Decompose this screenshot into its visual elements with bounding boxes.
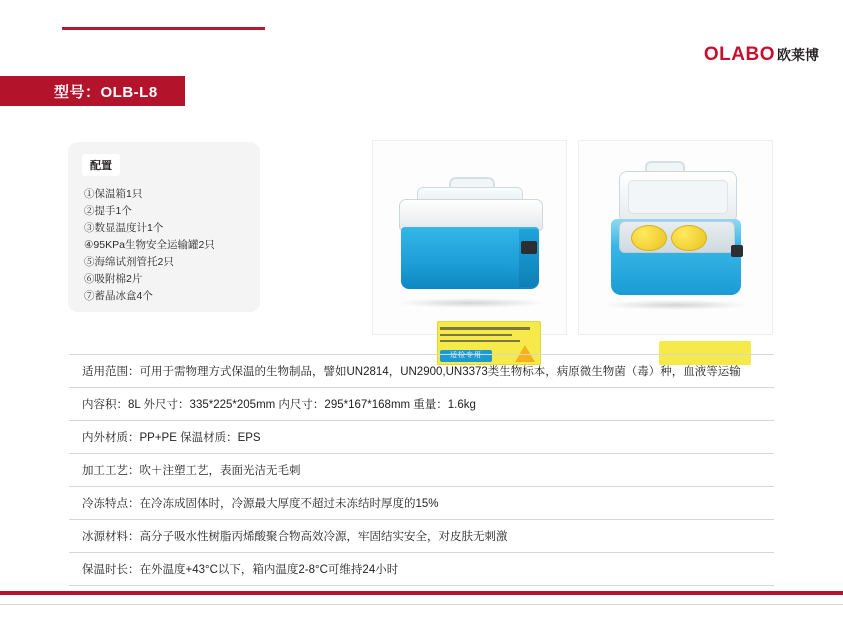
list-item: ⑦蓄晶冰盒4个 bbox=[84, 290, 153, 302]
list-item: ⑥吸附棉2片 bbox=[84, 273, 143, 285]
top-accent-rule bbox=[62, 27, 265, 30]
label-text-line bbox=[440, 334, 512, 336]
list-item: ②提手1个 bbox=[84, 205, 132, 217]
table-row bbox=[69, 454, 774, 487]
list-item: ④95KPa生物安全运输罐2只 bbox=[84, 239, 215, 251]
footer-accent-rule bbox=[0, 591, 843, 595]
table-row bbox=[69, 388, 774, 421]
ice-pack-icon bbox=[631, 225, 667, 251]
table-row bbox=[69, 487, 774, 520]
label-text-line bbox=[440, 340, 520, 342]
spec-text: 加工工艺：吹＋注塑工艺，表面光洁无毛刺 bbox=[82, 465, 301, 477]
model-banner bbox=[0, 76, 185, 106]
product-shadow bbox=[603, 300, 749, 310]
ice-pack-icon bbox=[671, 225, 707, 251]
product-shadow bbox=[395, 298, 547, 308]
brand-name-latin: OLABO bbox=[703, 44, 775, 65]
specification-table bbox=[69, 354, 774, 586]
cooler-lid-open bbox=[619, 171, 737, 223]
spec-text: 内容积：8L 外尺寸：335*225*205mm 内尺寸：295*167*168mm 重量：1.6kg bbox=[82, 399, 476, 411]
brand-logo bbox=[704, 44, 819, 66]
list-item: ⑤海绵试剂管托2只 bbox=[84, 256, 174, 268]
configuration-title: 配置 bbox=[82, 154, 120, 176]
spec-text: 保温时长：在外温度+43°C以下，箱内温度2-8°C可维持24小时 bbox=[82, 564, 399, 576]
footer-thin-rule bbox=[0, 604, 843, 605]
spec-text: 适用范围：可用于需物理方式保温的生物制品，譬如UN2814，UN2900,UN3373类生物标本，病原微生物菌（毒）种，血液等运输 bbox=[82, 366, 741, 378]
open-cooler-photo bbox=[578, 140, 773, 335]
table-row bbox=[69, 355, 774, 388]
cooler-side-panel bbox=[519, 229, 539, 287]
spec-text: 冷冻特点：在冷冻成固体时，冷源最大厚度不超过未冻结时厚度的15% bbox=[82, 498, 439, 510]
lid-inner-panel bbox=[628, 180, 728, 214]
table-row bbox=[69, 421, 774, 454]
latch-icon bbox=[731, 245, 743, 257]
table-row bbox=[69, 520, 774, 553]
latch-icon bbox=[521, 241, 537, 254]
closed-cooler-photo bbox=[372, 140, 567, 359]
spec-text: 冰源材料：高分子吸水性树脂丙烯酸聚合物高效冷源，牢固结实安全，对皮肤无刺激 bbox=[82, 531, 508, 543]
configuration-card bbox=[68, 142, 260, 312]
table-row bbox=[69, 553, 774, 586]
spec-text: 内外材质：PP+PE 保温材质：EPS bbox=[82, 432, 261, 444]
label-strip-text: 适检专用 bbox=[450, 352, 482, 359]
model-banner-label: 型号：OLB-L8 bbox=[54, 83, 158, 101]
list-item: ③数显温度计1个 bbox=[84, 222, 164, 234]
list-item: ①保温箱1只 bbox=[84, 188, 143, 200]
brand-name-chinese: 欧莱博 bbox=[777, 47, 819, 63]
label-text-line bbox=[440, 327, 530, 330]
configuration-list bbox=[84, 186, 252, 305]
